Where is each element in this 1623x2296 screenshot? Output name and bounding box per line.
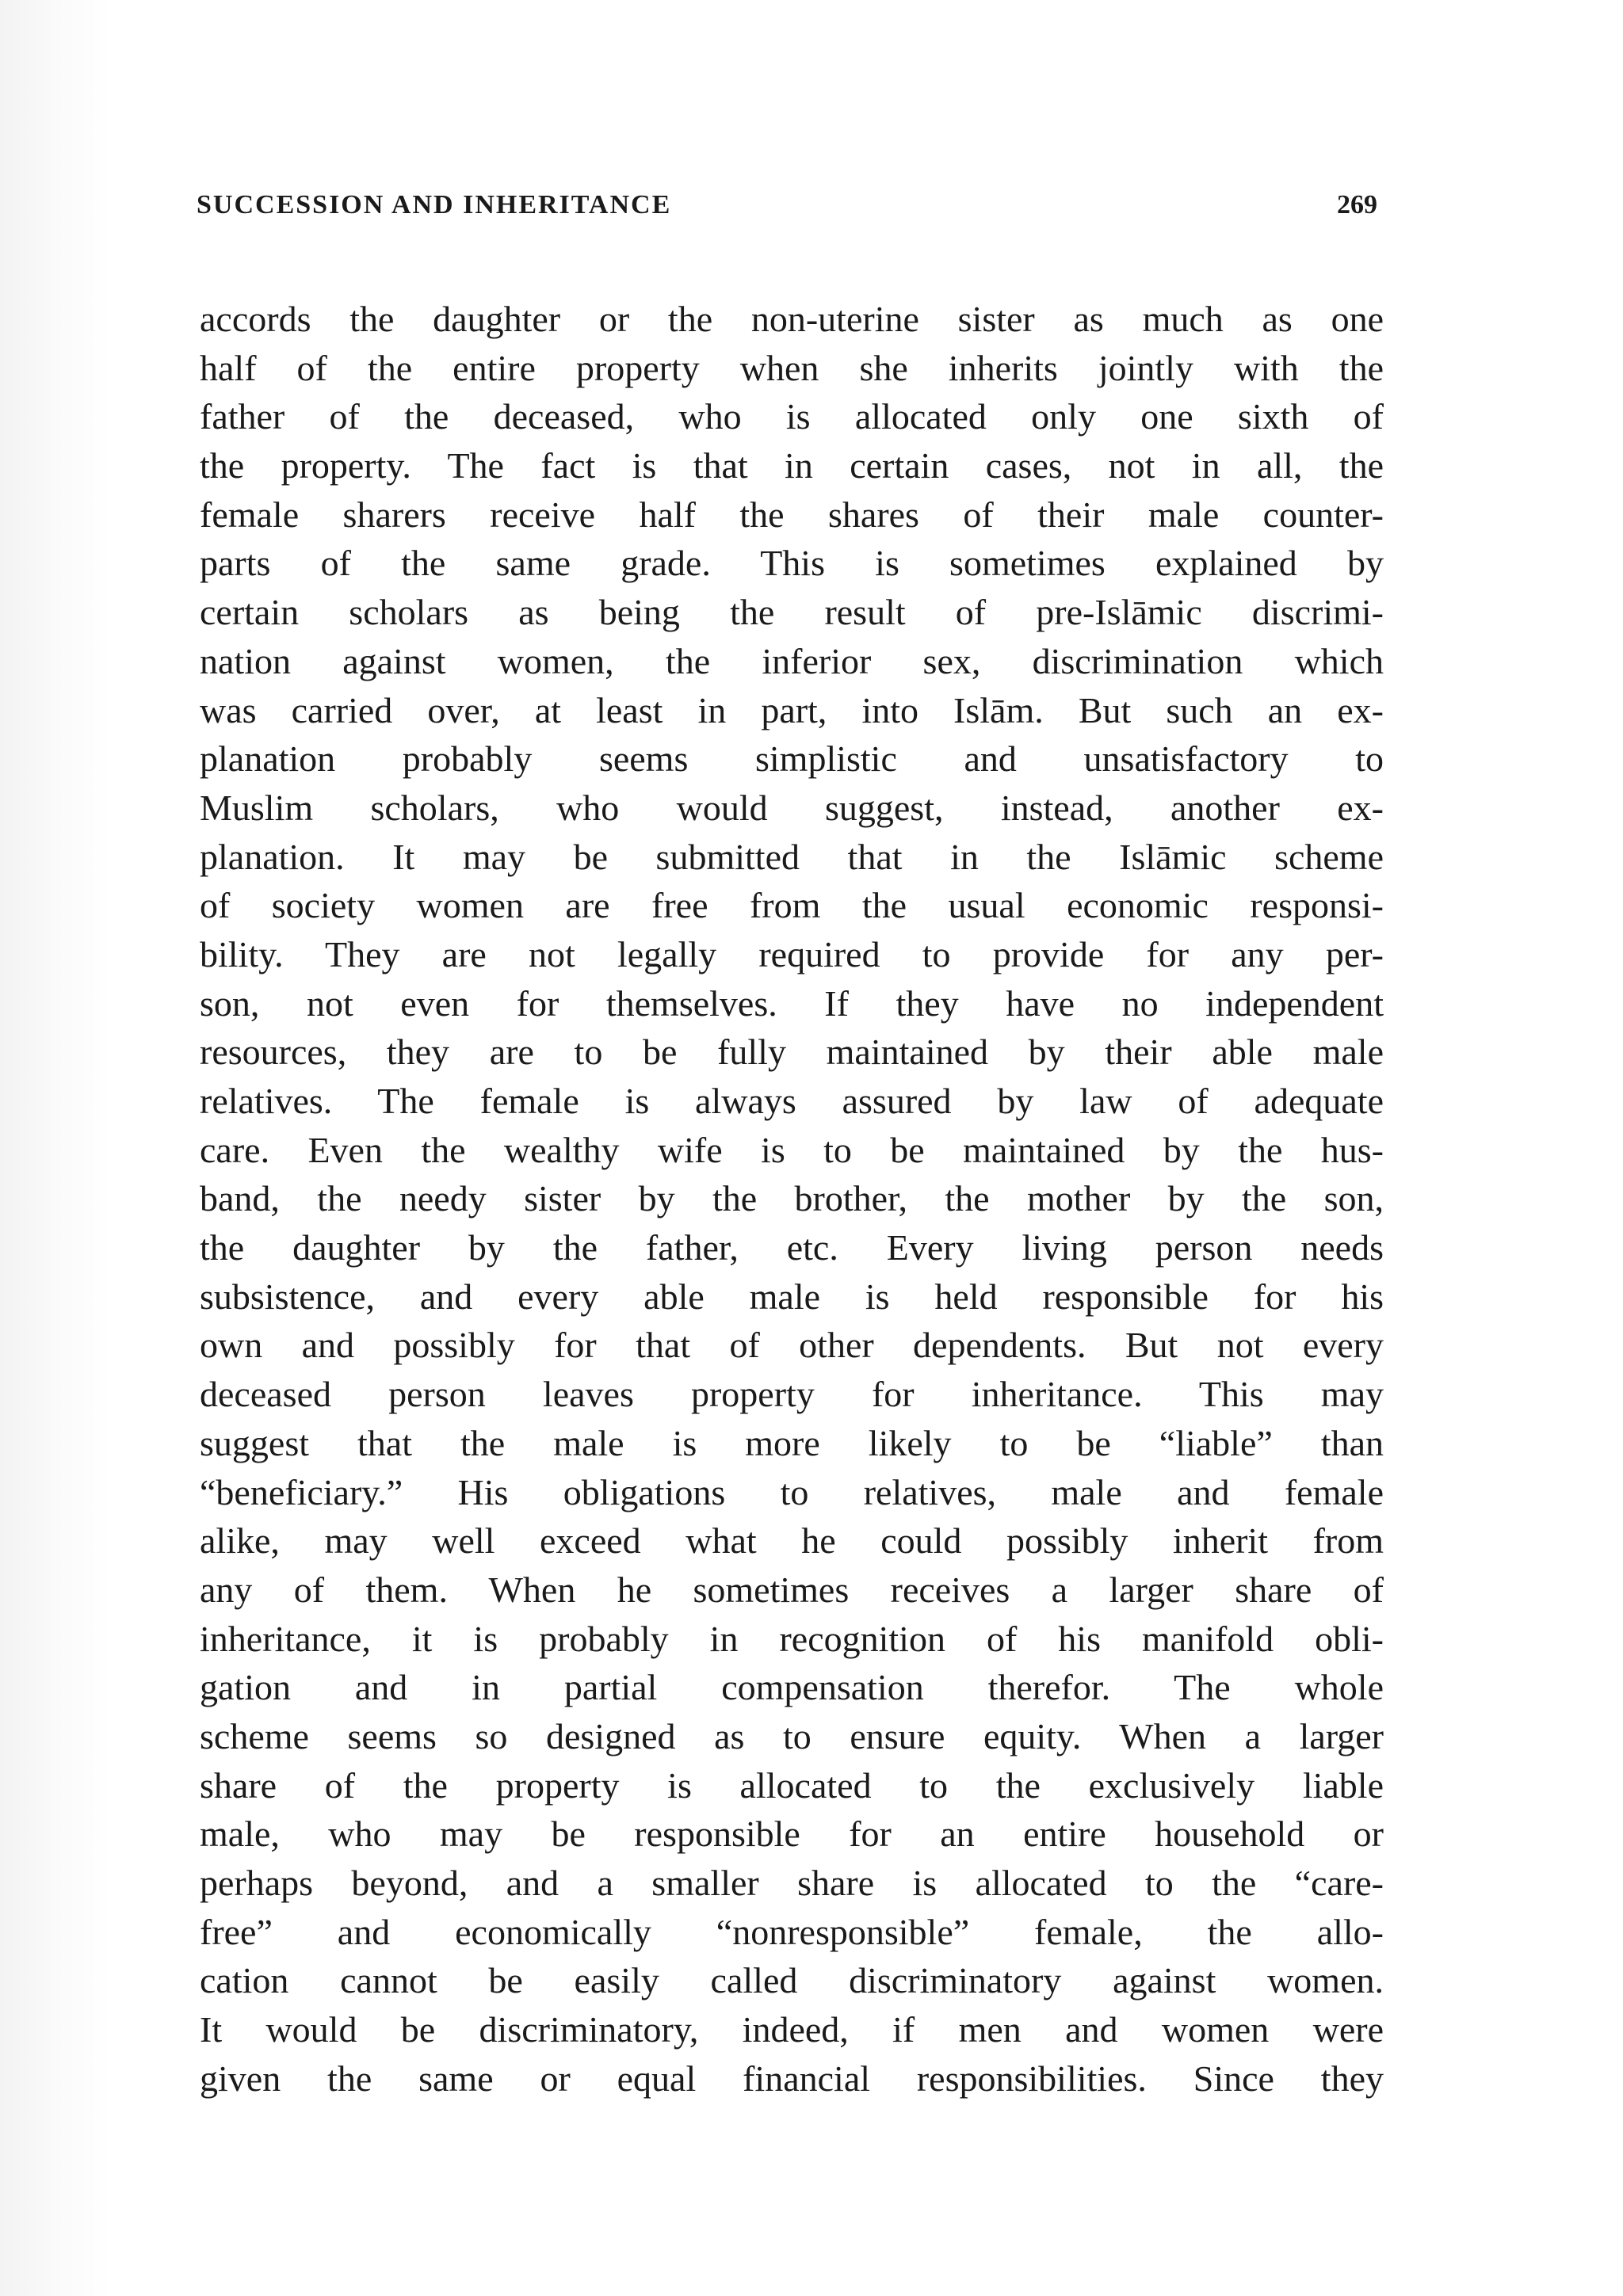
text-line: cation cannot be easily called discriminatory against women. [200, 1960, 1384, 2001]
text-line: free” and economically “nonresponsible” female, the allo- [200, 1911, 1384, 1952]
text-line: subsistence, and every able male is held responsible for his [200, 1276, 1384, 1317]
text-line: share of the property is allocated to the exclusively liable [200, 1764, 1384, 1806]
text-line: deceased person leaves property for inheritance. This may [200, 1374, 1384, 1415]
text-line: gation and in partial compensation therefor. The whole [200, 1667, 1384, 1708]
text-line: the property. The fact is that in certain cases, not in all, the [200, 445, 1384, 486]
text-line: half of the entire property when she inherits jointly with the [200, 347, 1384, 388]
text-line: planation probably seems simplistic and unsatisfactory to [200, 738, 1384, 780]
running-title: SUCCESSION AND INHERITANCE [197, 190, 672, 219]
text-line: band, the needy sister by the brother, the mother by the son, [200, 1178, 1384, 1219]
text-line: was carried over, at least in part, into Islām. But such an ex- [200, 689, 1384, 730]
text-line: accords the daughter or the non-uterine sister as much as one [200, 299, 1384, 339]
text-line: scheme seems so designed as to ensure equity. When a larger [200, 1715, 1384, 1756]
text-line: inheritance, it is probably in recognition of his manifold obli- [200, 1618, 1384, 1659]
text-line: bility. They are not legally required to provide for any per- [200, 933, 1384, 974]
text-line: of society women are free from the usual economic responsi- [200, 885, 1384, 926]
text-line: suggest that the male is more likely to be “liable” than [200, 1422, 1384, 1463]
text-line: nation against women, the inferior sex, discrimination which [200, 640, 1384, 681]
text-line: male, who may be responsible for an entire household or [200, 1814, 1384, 1855]
text-line: father of the deceased, who is allocated only one sixth of [200, 396, 1384, 437]
text-line: own and possibly for that of other dependents. But not every [200, 1325, 1384, 1366]
text-line: certain scholars as being the result of pre-Islāmic discrimi- [200, 592, 1384, 633]
text-line: female sharers receive half the shares of their male counter- [200, 494, 1384, 535]
text-line: the daughter by the father, etc. Every living person needs [200, 1227, 1384, 1268]
text-line: relatives. The female is always assured by law of adequate [200, 1081, 1384, 1121]
text-line: resources, they are to be fully maintained by their able male [200, 1032, 1384, 1073]
text-line: alike, may well exceed what he could possibly inherit from [200, 1520, 1384, 1562]
text-line: Muslim scholars, who would suggest, instead, another ex- [200, 787, 1384, 828]
body-text [200, 295, 1384, 2103]
text-line: any of them. When he sometimes receives a larger share of [200, 1569, 1384, 1610]
page-number: 269 [1337, 190, 1377, 219]
running-head [197, 190, 1377, 230]
text-line: son, not even for themselves. If they have no independent [200, 982, 1384, 1024]
page-gutter-shadow [0, 0, 111, 2296]
text-line: parts of the same grade. This is sometimes explained by [200, 543, 1384, 584]
text-line: perhaps beyond, and a smaller share is allocated to the “care- [200, 1863, 1384, 1903]
text-line: It would be discriminatory, indeed, if men and women were [200, 2009, 1384, 2050]
text-line: care. Even the wealthy wife is to be maintained by the hus- [200, 1129, 1384, 1170]
text-line: planation. It may be submitted that in the Islāmic scheme [200, 836, 1384, 877]
text-line: “beneficiary.” His obligations to relatives, male and female [200, 1471, 1384, 1512]
text-line: given the same or equal financial responsibilities. Since they [200, 2058, 1384, 2099]
